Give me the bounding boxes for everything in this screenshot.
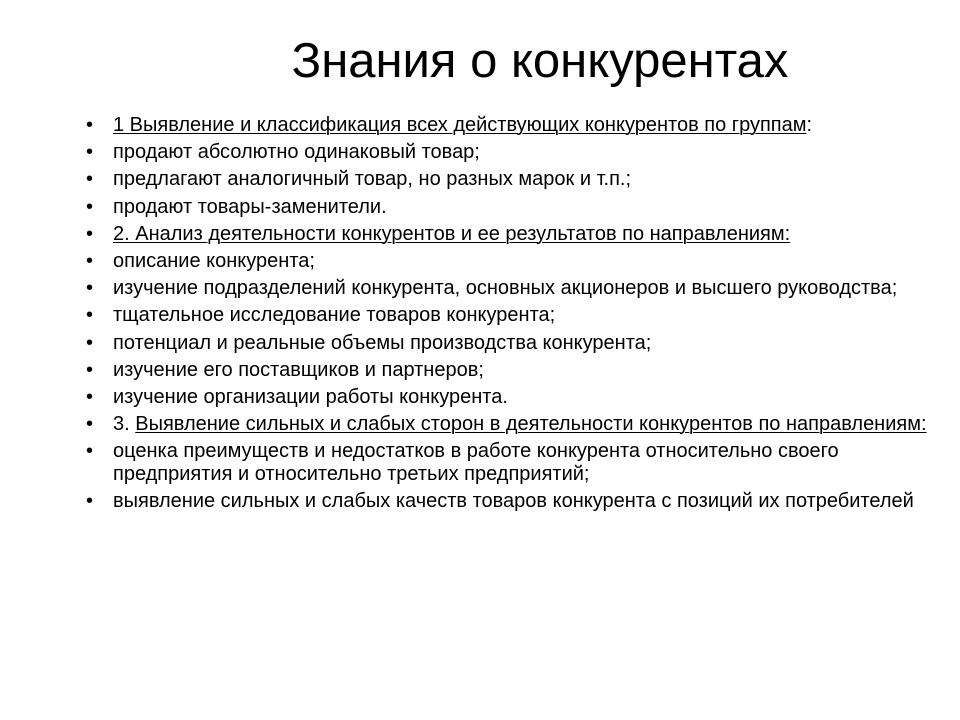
bullet-item — [86, 223, 936, 246]
bullet-dot: • — [86, 141, 94, 164]
bullet-item — [86, 440, 936, 485]
bullet-text: описание конкурента; — [113, 249, 315, 272]
bullet-text: предлагают аналогичный товар, но разных марок и т.п.; — [113, 168, 632, 191]
bullet-text: : — [806, 114, 813, 136]
slide-title: Знания о конкурентах — [291, 34, 789, 88]
bullet-item — [86, 196, 936, 219]
bullet-dot: • — [86, 440, 94, 463]
bullet-text: изучение подразделений конкурента, основных акционеров и высшего руководства; — [113, 277, 898, 300]
bullet-underlined-text: 1 Выявление и классификация всех действующих конкурентов по группам — [113, 114, 807, 136]
bullet-item — [86, 490, 936, 513]
bullet-dot: • — [86, 114, 94, 136]
bullet-item — [86, 386, 936, 409]
bullet-dot: • — [86, 331, 94, 354]
bullet-text: изучение его поставщиков и партнеров; — [113, 358, 484, 381]
bullet-item — [86, 250, 936, 273]
bullet-text: потенциал и реальные объемы производства конкурента; — [113, 331, 652, 354]
bullet-text: выявление сильных и слабых качеств товаров конкурента с позиций их потребителей — [113, 489, 914, 512]
bullet-dot: • — [86, 304, 94, 327]
bullet-dot: • — [86, 413, 94, 436]
bullet-dot: • — [86, 489, 94, 512]
bullet-list — [86, 114, 936, 517]
bullet-item — [86, 413, 936, 436]
bullet-dot: • — [86, 277, 94, 300]
bullet-dot: • — [86, 168, 94, 191]
bullet-underlined-text: Выявление сильных и слабых сторон в деятельности конкурентов по направлениям: — [135, 413, 927, 436]
bullet-text: оценка преимуществ и недостатков в работе конкурента относительно своего предприятия и относительно третьих предприятий; — [113, 440, 839, 485]
bullet-text: тщательное исследование товаров конкурента; — [113, 304, 556, 327]
bullet-prefix: 3. — [113, 413, 136, 436]
bullet-dot: • — [86, 249, 94, 272]
bullet-text: продают товары-заменители. — [113, 195, 387, 218]
bullet-item — [86, 277, 936, 300]
bullet-item — [86, 168, 936, 191]
bullet-item — [86, 114, 936, 137]
bullet-dot: • — [86, 195, 94, 218]
bullet-dot: • — [86, 222, 94, 245]
bullet-underlined-text: 2. Анализ деятельности конкурентов и ее результатов по направлениям: — [113, 222, 791, 245]
bullet-item — [86, 332, 936, 355]
bullet-dot: • — [86, 385, 94, 408]
bullet-dot: • — [86, 358, 94, 381]
bullet-item — [86, 304, 936, 327]
bullet-text: продают абсолютно одинаковый товар; — [113, 141, 480, 164]
bullet-item — [86, 141, 936, 164]
bullet-text: изучение организации работы конкурента. — [113, 385, 508, 408]
bullet-item — [86, 359, 936, 382]
